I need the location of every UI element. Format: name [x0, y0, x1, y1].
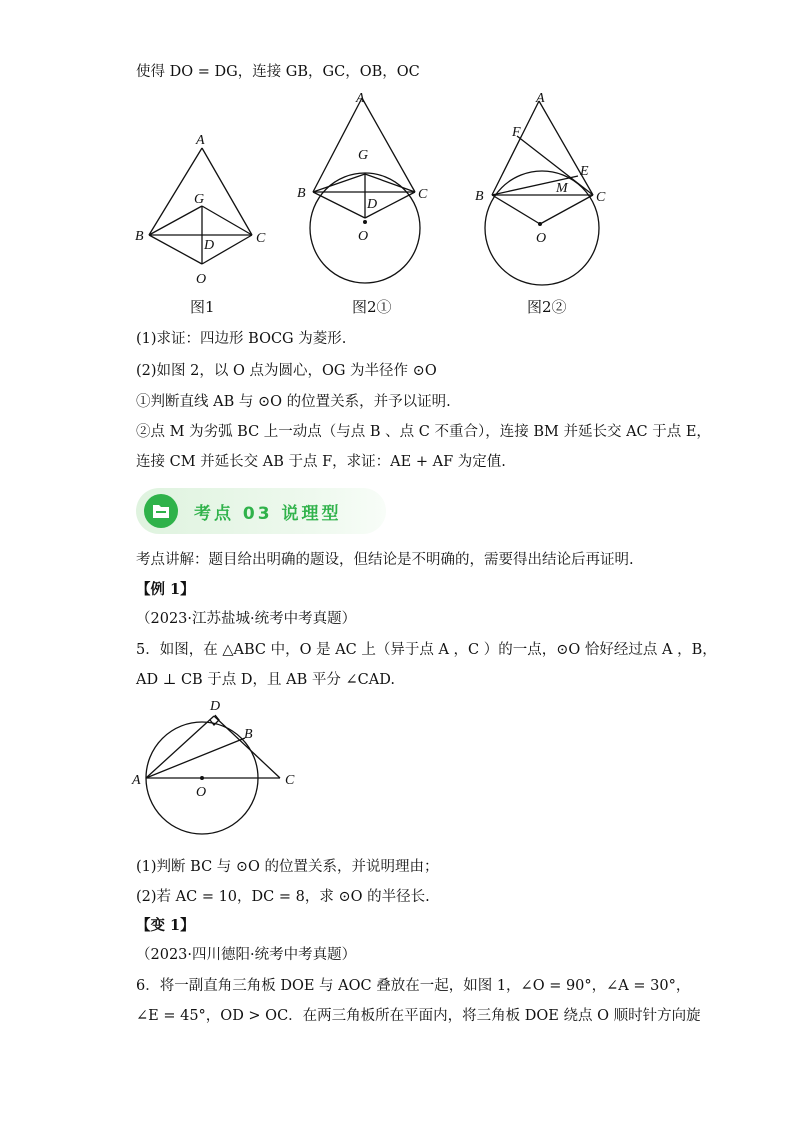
- text-line: （2023·江苏盐城·统考中考真题）: [136, 611, 357, 627]
- caption-fig2b: 图2②: [527, 298, 567, 316]
- label-A: A: [356, 91, 365, 106]
- label-D: D: [204, 238, 215, 253]
- text-line: ②点 M 为劣弧 BC 上一动点（与点 B 、点 C 不重合），连接 BM 并延长交 AC 于点 E，: [136, 424, 711, 440]
- text-line: 连接 CM 并延长交 AB 于点 F，求证：AE + AF 为定值.: [136, 454, 506, 470]
- label-O: O: [196, 785, 207, 800]
- figure-2b: [470, 88, 620, 288]
- text-line: 【变 1】: [136, 917, 195, 934]
- section-banner: [136, 488, 386, 534]
- label-O: O: [358, 229, 369, 244]
- label-M: M: [556, 181, 568, 196]
- label-B: B: [297, 186, 306, 201]
- label-A: A: [132, 773, 141, 788]
- label-B: B: [244, 727, 253, 742]
- text-line: （2023·四川德阳·统考中考真题）: [136, 947, 357, 963]
- label-C: C: [418, 187, 428, 202]
- label-O: O: [536, 231, 547, 246]
- text-line: (2)若 AC = 10，DC = 8，求 ⊙O 的半径长.: [136, 889, 430, 905]
- caption-fig1: 图1: [190, 298, 215, 316]
- label-C: C: [596, 190, 606, 205]
- label-B: B: [135, 229, 144, 244]
- label-E: E: [580, 164, 589, 179]
- folder-icon: [144, 494, 178, 528]
- text-line: (1)求证：四边形 BOCG 为菱形.: [136, 331, 347, 347]
- figure-1: [132, 128, 272, 293]
- text-line: ∠E = 45°，OD > OC．在两三角板所在平面内，将三角板 DOE 绕点 O 顺时针方向旋: [136, 1008, 701, 1024]
- label-F: F: [512, 125, 521, 140]
- text-line: 5．如图，在 △ABC 中，O 是 AC 上（异于点 A ，C ）的一点，⊙O 恰好经过点 A ，B，: [136, 642, 717, 658]
- figure-problem-5: [130, 698, 310, 838]
- figure-2a: [295, 88, 435, 288]
- text-line: AD ⊥ CB 于点 D，且 AB 平分 ∠CAD.: [136, 672, 395, 688]
- label-O: O: [196, 272, 207, 287]
- section-title: 考点 03 说理型: [194, 504, 342, 524]
- label-A: A: [196, 133, 205, 148]
- text-line: 【例 1】: [136, 581, 195, 598]
- text-line: (1)判断 BC 与 ⊙O 的位置关系，并说明理由；: [136, 859, 439, 875]
- label-B: B: [475, 189, 484, 204]
- text-line: 考点讲解：题目给出明确的题设，但结论是不明确的，需要得出结论后再证明.: [136, 552, 634, 568]
- label-G: G: [194, 192, 205, 207]
- text-line: 6．将一副直角三角板 DOE 与 AOC 叠放在一起，如图 1，∠O = 90°，∠A = 30°，: [136, 978, 691, 994]
- text-line: 使得 DO = DG，连接 GB，GC，OB，OC: [136, 64, 420, 80]
- text-line: (2)如图 2，以 O 点为圆心，OG 为半径作 ⊙O: [136, 363, 437, 379]
- label-D: D: [367, 197, 378, 212]
- label-D: D: [210, 699, 221, 714]
- label-C: C: [256, 231, 266, 246]
- caption-fig2a: 图2①: [352, 298, 392, 316]
- text-line: ①判断直线 AB 与 ⊙O 的位置关系，并予以证明.: [136, 394, 451, 410]
- label-G: G: [358, 148, 369, 163]
- label-A: A: [536, 91, 545, 106]
- label-C: C: [285, 773, 295, 788]
